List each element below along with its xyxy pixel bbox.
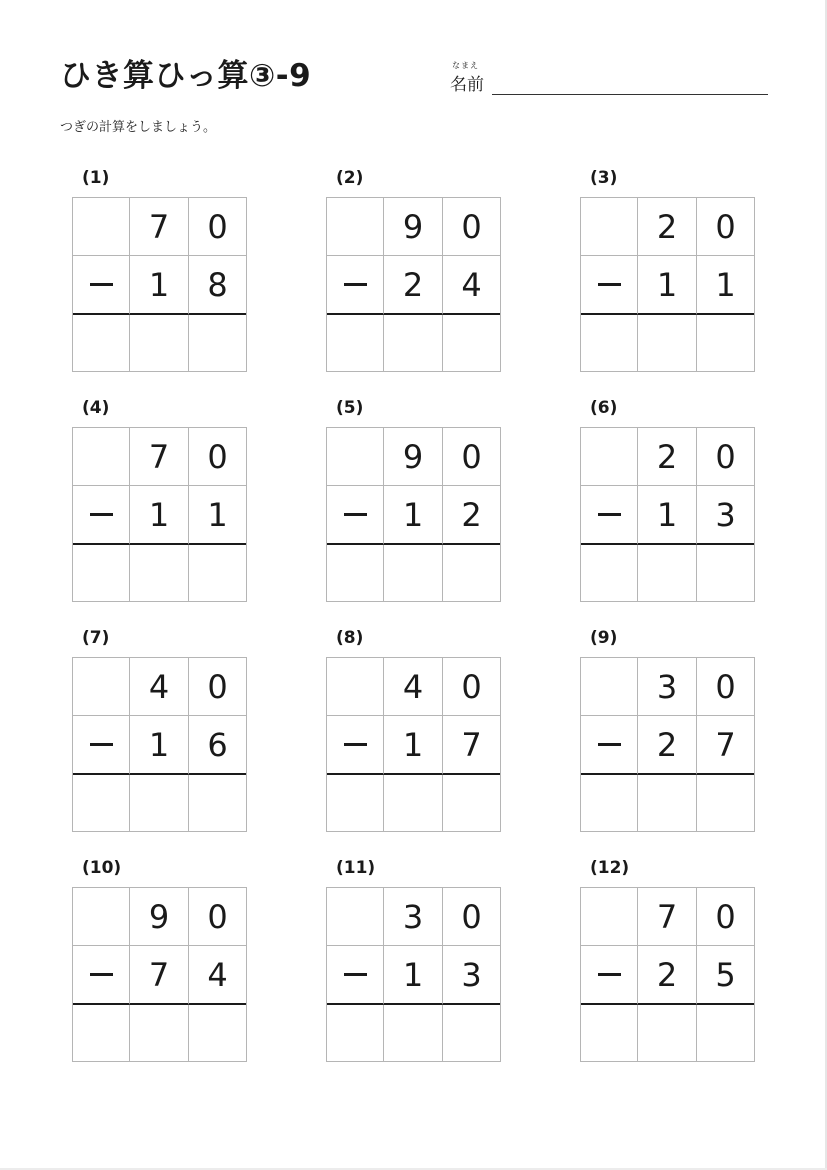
bottom-tens-digit: 1 [130,716,189,775]
minus-sign [598,283,621,286]
top-ones-digit: 0 [443,888,500,946]
top-tens-digit: 7 [130,198,189,256]
bottom-ones-digit: 4 [189,946,246,1005]
problem-5 [326,398,506,608]
bottom-tens-digit: 2 [384,256,443,315]
empty-cell [327,888,384,946]
minus-sign [90,283,113,286]
answer-tens-box[interactable] [130,545,189,601]
minus-sign [344,513,367,516]
top-tens-digit: 3 [638,658,697,716]
empty-cell [73,428,130,486]
top-ones-digit: 0 [697,198,754,256]
empty-cell [581,428,638,486]
minus-icon [327,716,384,775]
problem-label: (7) [82,628,110,648]
answer-ones-box[interactable] [189,775,246,831]
answer-hundreds-box[interactable] [73,775,130,831]
empty-cell [581,888,638,946]
name-label: 名前 [450,75,484,95]
answer-hundreds-box[interactable] [73,545,130,601]
empty-cell [327,198,384,256]
top-ones-digit: 0 [189,888,246,946]
problem-label: (3) [590,168,618,188]
bottom-tens-digit: 2 [638,716,697,775]
answer-tens-box[interactable] [130,1005,189,1061]
answer-hundreds-box[interactable] [327,775,384,831]
top-tens-digit: 7 [638,888,697,946]
minus-sign [90,743,113,746]
minus-icon [581,486,638,545]
answer-tens-box[interactable] [638,315,697,371]
minus-sign [344,743,367,746]
answer-ones-box[interactable] [443,315,500,371]
answer-tens-box[interactable] [638,545,697,601]
top-tens-digit: 4 [130,658,189,716]
answer-ones-box[interactable] [443,775,500,831]
name-write-line[interactable] [492,94,768,95]
minus-icon [73,716,130,775]
top-ones-digit: 0 [443,428,500,486]
top-tens-digit: 9 [384,428,443,486]
bottom-ones-digit: 1 [697,256,754,315]
problem-label: (6) [590,398,618,418]
top-tens-digit: 4 [384,658,443,716]
empty-cell [327,428,384,486]
worksheet-title: ひき算ひっ算③-9 [60,58,312,94]
top-ones-digit: 0 [189,428,246,486]
answer-ones-box[interactable] [697,775,754,831]
answer-tens-box[interactable] [384,315,443,371]
bottom-tens-digit: 7 [130,946,189,1005]
answer-tens-box[interactable] [638,775,697,831]
top-ones-digit: 0 [189,198,246,256]
name-field[interactable] [448,60,768,96]
calculation-grid [326,427,501,602]
answer-hundreds-box[interactable] [327,315,384,371]
answer-ones-box[interactable] [189,545,246,601]
answer-hundreds-box[interactable] [581,545,638,601]
calculation-grid [72,197,247,372]
empty-cell [581,658,638,716]
problem-label: (12) [590,858,630,878]
answer-ones-box[interactable] [443,545,500,601]
problem-label: (4) [82,398,110,418]
minus-icon [327,486,384,545]
minus-sign [90,973,113,976]
calculation-grid [580,887,755,1062]
problem-6 [580,398,760,608]
bottom-tens-digit: 1 [638,486,697,545]
bottom-ones-digit: 3 [697,486,754,545]
top-tens-digit: 9 [384,198,443,256]
top-tens-digit: 3 [384,888,443,946]
calculation-grid [580,197,755,372]
answer-hundreds-box[interactable] [581,1005,638,1061]
problem-label: (5) [336,398,364,418]
problem-4 [72,398,252,608]
top-ones-digit: 0 [189,658,246,716]
bottom-tens-digit: 1 [130,256,189,315]
bottom-tens-digit: 1 [384,716,443,775]
answer-ones-box[interactable] [697,1005,754,1061]
bottom-ones-digit: 2 [443,486,500,545]
answer-hundreds-box[interactable] [73,315,130,371]
bottom-ones-digit: 8 [189,256,246,315]
problem-label: (11) [336,858,376,878]
bottom-tens-digit: 1 [384,946,443,1005]
empty-cell [73,198,130,256]
answer-ones-box[interactable] [697,545,754,601]
problem-2 [326,168,506,378]
answer-hundreds-box[interactable] [73,1005,130,1061]
problem-label: (9) [590,628,618,648]
bottom-tens-digit: 1 [130,486,189,545]
calculation-grid [580,657,755,832]
minus-icon [73,256,130,315]
minus-icon [581,256,638,315]
minus-sign [344,973,367,976]
top-tens-digit: 2 [638,198,697,256]
problem-11 [326,858,506,1068]
top-ones-digit: 0 [697,658,754,716]
answer-tens-box[interactable] [384,545,443,601]
problem-10 [72,858,252,1068]
minus-icon [73,946,130,1005]
bottom-ones-digit: 4 [443,256,500,315]
bottom-ones-digit: 6 [189,716,246,775]
answer-tens-box[interactable] [384,775,443,831]
minus-icon [581,716,638,775]
problem-9 [580,628,760,838]
top-ones-digit: 0 [443,198,500,256]
minus-sign [344,283,367,286]
problem-3 [580,168,760,378]
problem-12 [580,858,760,1068]
bottom-ones-digit: 7 [697,716,754,775]
minus-sign [598,513,621,516]
problem-1 [72,168,252,378]
bottom-ones-digit: 5 [697,946,754,1005]
answer-hundreds-box[interactable] [327,545,384,601]
bottom-tens-digit: 1 [384,486,443,545]
empty-cell [327,658,384,716]
answer-hundreds-box[interactable] [581,315,638,371]
problem-label: (10) [82,858,122,878]
problem-label: (1) [82,168,110,188]
problem-label: (2) [336,168,364,188]
minus-sign [90,513,113,516]
answer-ones-box[interactable] [189,1005,246,1061]
calculation-grid [72,887,247,1062]
top-tens-digit: 9 [130,888,189,946]
calculation-grid [326,197,501,372]
top-ones-digit: 0 [697,428,754,486]
problem-7 [72,628,252,838]
problem-8 [326,628,506,838]
answer-ones-box[interactable] [697,315,754,371]
answer-tens-box[interactable] [130,315,189,371]
answer-hundreds-box[interactable] [327,1005,384,1061]
minus-sign [598,743,621,746]
answer-ones-box[interactable] [189,315,246,371]
instructions: つぎの計算をしましょう。 [60,120,217,135]
calculation-grid [326,657,501,832]
minus-icon [327,946,384,1005]
bottom-ones-digit: 1 [189,486,246,545]
minus-sign [598,973,621,976]
calculation-grid [72,427,247,602]
name-ruby: なまえ [452,61,479,70]
empty-cell [73,658,130,716]
top-tens-digit: 7 [130,428,189,486]
bottom-ones-digit: 7 [443,716,500,775]
top-ones-digit: 0 [443,658,500,716]
calculation-grid [72,657,247,832]
calculation-grid [326,887,501,1062]
minus-icon [73,486,130,545]
top-ones-digit: 0 [697,888,754,946]
answer-tens-box[interactable] [130,775,189,831]
bottom-tens-digit: 1 [638,256,697,315]
bottom-ones-digit: 3 [443,946,500,1005]
answer-tens-box[interactable] [384,1005,443,1061]
top-tens-digit: 2 [638,428,697,486]
minus-icon [327,256,384,315]
minus-icon [581,946,638,1005]
answer-tens-box[interactable] [638,1005,697,1061]
answer-ones-box[interactable] [443,1005,500,1061]
problem-label: (8) [336,628,364,648]
answer-hundreds-box[interactable] [581,775,638,831]
empty-cell [581,198,638,256]
empty-cell [73,888,130,946]
bottom-tens-digit: 2 [638,946,697,1005]
calculation-grid [580,427,755,602]
